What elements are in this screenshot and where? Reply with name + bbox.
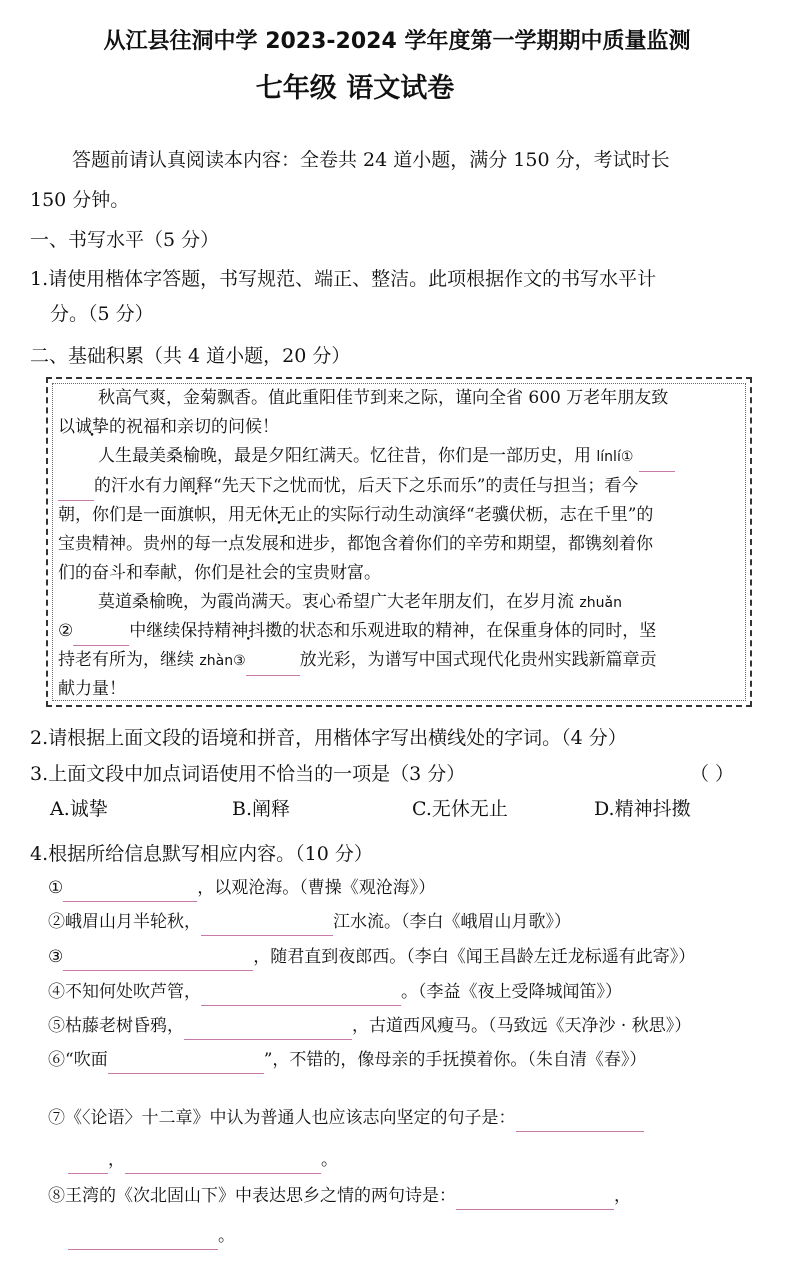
- recite-item-8: [48, 1182, 631, 1210]
- pinyin-zhan: zhàn③: [199, 653, 246, 669]
- passage-line: [58, 500, 653, 530]
- question-2: 2.请根据上面文段的语境和拼音，用楷体字写出横线处的字词。（4 分）: [30, 727, 627, 749]
- item-text: ⑤枯藤老树昏鸦，: [48, 1016, 184, 1036]
- passage-line: [58, 412, 279, 442]
- blank-1-part-a[interactable]: [639, 451, 675, 472]
- blank-1-part-b[interactable]: [58, 480, 94, 501]
- exam-subtitle: 七年级 语文试卷: [255, 73, 455, 104]
- recite-blank[interactable]: [516, 1111, 644, 1132]
- item-text: ②峨眉山月半轮秋，: [48, 912, 201, 932]
- recite-blank[interactable]: [63, 881, 197, 902]
- recite-blank[interactable]: [108, 1053, 264, 1074]
- passage-text: 以: [58, 417, 75, 437]
- item-text: 。: [321, 1150, 338, 1170]
- passage-text: 朝，你们是一面旗帜，用: [58, 505, 245, 525]
- blank-3[interactable]: [246, 655, 300, 676]
- passage-text: 人生最美桑榆晚，最是夕阳红满天。忆往昔，你们是一部历史，用: [98, 446, 597, 466]
- passage-line: [58, 645, 657, 676]
- instructions-line-2: 150 分钟。: [30, 189, 130, 211]
- recite-blank[interactable]: [201, 985, 401, 1006]
- recite-item-4: [48, 978, 622, 1006]
- pinyin-zhuan: zhuǎn: [579, 595, 622, 611]
- question-1-line-2: 分。（5 分）: [50, 303, 154, 325]
- recite-blank[interactable]: [201, 915, 333, 936]
- pinyin-linli: línlí①: [596, 449, 634, 465]
- exam-title: 从江县往洞中学 2023-2024 学年度第一学期期中质量监测: [103, 29, 691, 54]
- recite-item-8-cont: [68, 1222, 235, 1250]
- recite-item-5: [48, 1012, 691, 1040]
- dotted-word-chengzhi: 诚挚: [75, 417, 109, 437]
- instructions-line-1: 答题前请认真阅读本内容：全卷共 24 道小题，满分 150 分，考试时长: [72, 149, 670, 171]
- item-text: ”，不错的，像母亲的手抚摸着你。（朱自清《春》）: [263, 1050, 647, 1070]
- passage-text: 的实际行动生动演绎“老骥伏枥，志在千里”的: [313, 505, 654, 525]
- passage-text: 的祝福和亲切的问候！: [109, 417, 279, 437]
- item-text: ⑦《〈论语〉十二章》中认为普通人也应该志向坚定的句子是：: [48, 1108, 516, 1128]
- passage-text: 放光彩，为谱写中国式现代化贵州实践新篇章贡: [299, 650, 657, 670]
- dotted-word-jingshendousou: 精神抖擞: [214, 621, 283, 641]
- item-text: ④不知何处吹芦管，: [48, 982, 201, 1002]
- passage-text: 持老有所为，继续: [58, 650, 200, 670]
- option-d[interactable]: D.精神抖擞: [594, 798, 691, 820]
- passage-text: 莫道桑榆晚，为霞尚满天。衷心希望广大老年朋友们，在岁月流: [98, 592, 580, 612]
- passage-line: [98, 587, 622, 618]
- recite-blank[interactable]: [456, 1189, 614, 1210]
- passage-line: 宝贵精神。贵州的每一点发展和进步，都饱含着你们的辛劳和期望，都镌刻着你: [58, 534, 653, 554]
- recite-blank[interactable]: [68, 1229, 218, 1250]
- item-text: 江水流。（李白《峨眉山月歌》）: [333, 912, 571, 932]
- recite-blank[interactable]: [68, 1153, 108, 1174]
- section-2-heading: 二、基础积累（共 4 道小题，20 分）: [30, 345, 351, 367]
- passage-line: [98, 441, 675, 472]
- passage-text: “先天下之忧而忧，后天下之乐而乐”的责任与担当；看今: [213, 476, 639, 496]
- option-a[interactable]: A.诚挚: [50, 798, 108, 820]
- answer-paren[interactable]: （ ）: [690, 763, 735, 785]
- recite-item-6: [48, 1046, 646, 1074]
- item-text: 。（李益《夜上受降城闻笛》）: [401, 982, 622, 1002]
- item-text: ，以观沧海。（曹操《观沧海》）: [197, 878, 436, 898]
- dotted-word-wuxiuwuzhi: 无休无止: [245, 505, 313, 525]
- recite-blank[interactable]: [125, 1153, 321, 1174]
- passage-line: 献力量！: [58, 679, 126, 699]
- item-text: ，: [614, 1186, 631, 1206]
- passage-text: 的汗水有力: [94, 476, 179, 496]
- option-c[interactable]: C.无休无止: [412, 798, 508, 820]
- item-text: ，随君直到夜郎西。（李白《闻王昌龄左迁龙标遥有此寄》）: [253, 947, 696, 967]
- question-1-line-1: 1.请使用楷体字答题，书写规范、端正、整洁。此项根据作文的书写水平计: [30, 268, 657, 290]
- section-1-heading: 一、书写水平（5 分）: [30, 229, 220, 251]
- item-text: ①: [48, 878, 64, 898]
- recite-blank[interactable]: [184, 1019, 352, 1040]
- passage-line: [58, 471, 638, 501]
- item-text: ③: [48, 947, 64, 967]
- recite-item-7-cont: [68, 1146, 338, 1174]
- item-text: ，: [108, 1150, 125, 1170]
- question-3-stem: 3.上面文段中加点词语使用不恰当的一项是（3 分）: [30, 763, 466, 785]
- passage-line: 秋高气爽，金菊飘香。值此重阳佳节到来之际，谨向全省 600 万老年朋友致: [98, 388, 669, 408]
- item-text: 。: [218, 1226, 235, 1246]
- recite-item-3: [48, 943, 695, 971]
- passage-line: [58, 616, 656, 646]
- recite-blank[interactable]: [63, 950, 253, 971]
- passage-text: ②: [58, 621, 74, 641]
- passage-line: 们的奋斗和奉献，你们是社会的宝贵财富。: [58, 563, 381, 583]
- recite-item-1: [48, 874, 435, 902]
- recite-item-7: [48, 1104, 644, 1132]
- option-b[interactable]: B.阐释: [232, 798, 291, 820]
- blank-2[interactable]: [73, 625, 129, 646]
- item-text: ，古道西风瘦马。（马致远《天净沙 · 秋思》）: [352, 1016, 692, 1036]
- passage-text: 中继续保持: [129, 621, 215, 641]
- question-4-stem: 4.根据所给信息默写相应内容。（10 分）: [30, 843, 373, 865]
- recite-item-2: [48, 908, 571, 936]
- dotted-word-chanshi: 阐释: [179, 476, 213, 496]
- item-text: ⑥“吹面: [48, 1050, 108, 1070]
- passage-text: 的状态和乐观进取的精神，在保重身体的同时，坚: [282, 621, 657, 641]
- item-text: ⑧王湾的《次北固山下》中表达思乡之情的两句诗是：: [48, 1186, 456, 1206]
